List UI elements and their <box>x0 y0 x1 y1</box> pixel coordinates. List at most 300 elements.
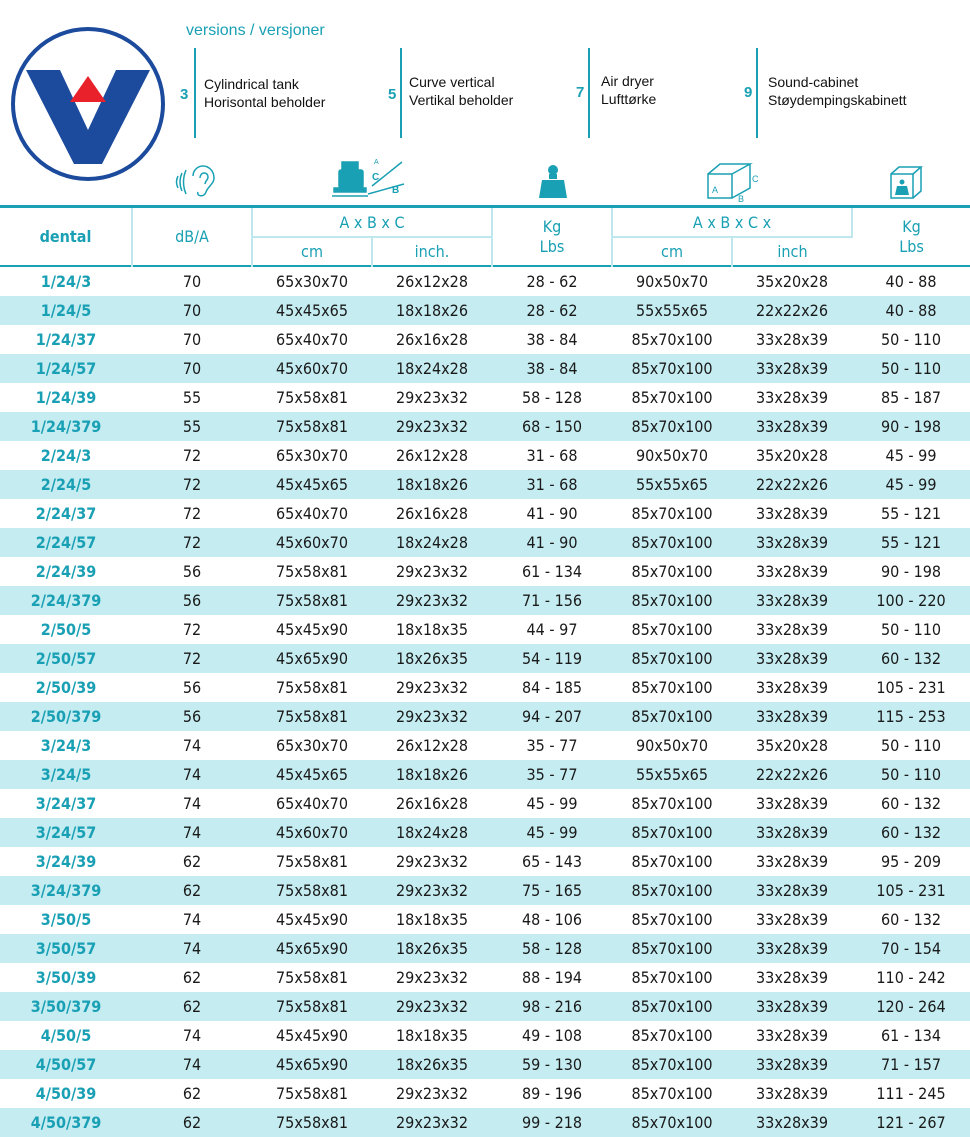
package-weight-cell: 90 - 198 <box>880 562 942 581</box>
package-inch-cell: 33x28x39 <box>756 794 828 813</box>
table-row <box>0 354 970 383</box>
dims-inch-cell: 26x16x28 <box>396 504 468 523</box>
table-row <box>0 528 970 557</box>
version-number: 7 <box>576 84 585 101</box>
package-inch-cell: 35x20x28 <box>756 272 828 291</box>
package-cm-cell: 85x70x100 <box>631 968 713 987</box>
model-cell: 1/24/379 <box>30 417 102 436</box>
package-inch-cell: 22x22x26 <box>756 765 828 784</box>
dims-inch-cell: 18x24x28 <box>396 823 468 842</box>
package-weight-cell: 60 - 132 <box>880 794 942 813</box>
version-label-no: Støydempingskabinett <box>768 92 907 108</box>
package-inch-cell: 33x28x39 <box>756 1113 828 1132</box>
package-weight-cell: 90 - 198 <box>880 417 942 436</box>
dims-inch-cell: 26x16x28 <box>396 330 468 349</box>
header-dimensions-package: A x B x C x <box>612 208 852 237</box>
dims-inch-cell: 26x12x28 <box>396 272 468 291</box>
dba-cell: 62 <box>182 852 202 871</box>
svg-text:A: A <box>374 159 379 166</box>
dba-cell: 70 <box>182 272 202 291</box>
dba-cell: 74 <box>182 794 202 813</box>
header-weight-lbs: Lbs <box>539 236 565 256</box>
package-inch-cell: 33x28x39 <box>756 707 828 726</box>
model-cell: 2/24/5 <box>40 475 92 494</box>
ear-sound-icon <box>172 164 218 200</box>
package-weight-cell: 100 - 220 <box>876 591 946 610</box>
weight-cell: 38 - 84 <box>526 330 578 349</box>
package-inch-cell: 33x28x39 <box>756 359 828 378</box>
package-inch-cell: 33x28x39 <box>756 533 828 552</box>
header-cm: cm <box>612 237 732 266</box>
package-cm-cell: 85x70x100 <box>631 591 713 610</box>
weight-cell: 38 - 84 <box>526 359 578 378</box>
dims-cm-cell: 45x65x90 <box>276 1055 348 1074</box>
weight-cell: 58 - 128 <box>521 388 583 407</box>
table-row <box>0 905 970 934</box>
table-row <box>0 412 970 441</box>
dba-cell: 62 <box>182 968 202 987</box>
package-inch-cell: 33x28x39 <box>756 649 828 668</box>
dba-cell: 72 <box>182 504 202 523</box>
dims-cm-cell: 65x30x70 <box>276 736 348 755</box>
dims-cm-cell: 45x60x70 <box>276 823 348 842</box>
table-row <box>0 1079 970 1108</box>
package-inch-cell: 33x28x39 <box>756 388 828 407</box>
dims-inch-cell: 18x24x28 <box>396 533 468 552</box>
dims-cm-cell: 45x65x90 <box>276 649 348 668</box>
dims-cm-cell: 75x58x81 <box>276 591 348 610</box>
dba-cell: 72 <box>182 446 202 465</box>
dims-inch-cell: 29x23x32 <box>396 591 468 610</box>
table-row <box>0 586 970 615</box>
package-weight-cell: 85 - 187 <box>880 388 942 407</box>
version-number: 9 <box>744 84 753 101</box>
package-weight-cell: 120 - 264 <box>876 997 946 1016</box>
weight-cell: 84 - 185 <box>521 678 583 697</box>
package-weight-cell: 105 - 231 <box>876 678 946 697</box>
dba-cell: 74 <box>182 765 202 784</box>
dba-cell: 72 <box>182 475 202 494</box>
dba-cell: 74 <box>182 1055 202 1074</box>
package-cm-cell: 90x50x70 <box>636 446 708 465</box>
package-weight-cell: 110 - 242 <box>876 968 946 987</box>
package-cm-cell: 85x70x100 <box>631 794 713 813</box>
weight-cell: 54 - 119 <box>521 649 583 668</box>
package-cm-cell: 55x55x65 <box>636 301 708 320</box>
dims-inch-cell: 29x23x32 <box>396 562 468 581</box>
package-cm-cell: 90x50x70 <box>636 272 708 291</box>
weight-cell: 94 - 207 <box>521 707 583 726</box>
dims-inch-cell: 18x18x35 <box>396 1026 468 1045</box>
dims-cm-cell: 65x30x70 <box>276 446 348 465</box>
dba-cell: 62 <box>182 1113 202 1132</box>
package-inch-cell: 33x28x39 <box>756 591 828 610</box>
package-inch-cell: 33x28x39 <box>756 417 828 436</box>
dims-inch-cell: 29x23x32 <box>396 881 468 900</box>
model-cell: 3/24/3 <box>40 736 92 755</box>
header-weight-kg: Kg <box>542 216 562 236</box>
dba-cell: 56 <box>182 707 202 726</box>
dba-cell: 74 <box>182 736 202 755</box>
divider <box>756 48 758 138</box>
dims-inch-cell: 29x23x32 <box>396 388 468 407</box>
dims-cm-cell: 75x58x81 <box>276 1084 348 1103</box>
versions-title: versions / versjoner <box>186 22 325 39</box>
divider <box>588 48 590 138</box>
weight-cell: 35 - 77 <box>526 765 578 784</box>
dims-cm-cell: 65x40x70 <box>276 794 348 813</box>
dba-cell: 72 <box>182 620 202 639</box>
model-cell: 3/50/5 <box>40 910 92 929</box>
table-row <box>0 266 970 296</box>
package-inch-cell: 33x28x39 <box>756 330 828 349</box>
package-inch-cell: 22x22x26 <box>756 475 828 494</box>
package-inch-cell: 33x28x39 <box>756 1026 828 1045</box>
dims-cm-cell: 75x58x81 <box>276 707 348 726</box>
svg-text:C: C <box>372 172 380 183</box>
package-weight-cell: 50 - 110 <box>880 765 942 784</box>
weight-cell: 45 - 99 <box>526 794 578 813</box>
dba-cell: 74 <box>182 939 202 958</box>
package-inch-cell: 33x28x39 <box>756 939 828 958</box>
dims-inch-cell: 29x23x32 <box>396 852 468 871</box>
model-cell: 2/24/57 <box>35 533 97 552</box>
package-cm-cell: 85x70x100 <box>631 562 713 581</box>
dims-cm-cell: 75x58x81 <box>276 997 348 1016</box>
package-cm-cell: 85x70x100 <box>631 707 713 726</box>
table-body <box>0 266 970 1137</box>
table-row <box>0 296 970 325</box>
table-row <box>0 760 970 789</box>
weight-cell: 58 - 128 <box>521 939 583 958</box>
model-cell: 1/24/39 <box>35 388 97 407</box>
header-cm: cm <box>252 237 372 266</box>
package-weight-cell: 50 - 110 <box>880 359 942 378</box>
package-weight-cell: 55 - 121 <box>880 504 942 523</box>
specifications-table <box>0 208 970 1137</box>
weight-cell: 59 - 130 <box>521 1055 583 1074</box>
package-weight-cell: 50 - 110 <box>880 736 942 755</box>
dims-cm-cell: 75x58x81 <box>276 881 348 900</box>
table-row <box>0 731 970 760</box>
weight-cell: 41 - 90 <box>526 533 578 552</box>
weight-cell: 31 - 68 <box>526 446 578 465</box>
package-inch-cell: 33x28x39 <box>756 852 828 871</box>
package-weight-cell: 40 - 88 <box>885 272 937 291</box>
package-inch-cell: 35x20x28 <box>756 736 828 755</box>
package-cm-cell: 85x70x100 <box>631 1113 713 1132</box>
table-row <box>0 1021 970 1050</box>
package-cm-cell: 85x70x100 <box>631 910 713 929</box>
dims-inch-cell: 29x23x32 <box>396 997 468 1016</box>
dims-cm-cell: 75x58x81 <box>276 968 348 987</box>
weight-cell: 68 - 150 <box>521 417 583 436</box>
table-row <box>0 847 970 876</box>
dims-cm-cell: 75x58x81 <box>276 562 348 581</box>
divider <box>194 48 196 138</box>
weight-cell: 89 - 196 <box>521 1084 583 1103</box>
divider <box>400 48 402 138</box>
model-cell: 3/24/5 <box>40 765 92 784</box>
weight-cell: 71 - 156 <box>521 591 583 610</box>
package-cm-cell: 85x70x100 <box>631 649 713 668</box>
package-cm-cell: 85x70x100 <box>631 504 713 523</box>
dba-cell: 70 <box>182 330 202 349</box>
dims-cm-cell: 75x58x81 <box>276 388 348 407</box>
package-weight-cell: 121 - 267 <box>876 1113 946 1132</box>
dims-inch-cell: 18x18x35 <box>396 620 468 639</box>
model-cell: 2/50/5 <box>40 620 92 639</box>
package-cm-cell: 55x55x65 <box>636 475 708 494</box>
weight-cell: 61 - 134 <box>521 562 583 581</box>
dba-cell: 56 <box>182 562 202 581</box>
header-dba: dB/A <box>132 208 252 266</box>
package-inch-cell: 33x28x39 <box>756 968 828 987</box>
model-cell: 4/50/379 <box>30 1113 102 1132</box>
dims-cm-cell: 65x30x70 <box>276 272 348 291</box>
header-weight-package <box>852 208 970 266</box>
svg-text:A: A <box>712 185 719 195</box>
dba-cell: 74 <box>182 1026 202 1045</box>
dims-inch-cell: 18x26x35 <box>396 1055 468 1074</box>
package-inch-cell: 33x28x39 <box>756 1084 828 1103</box>
header-weight-lbs: Lbs <box>899 236 924 256</box>
version-label-en: Sound-cabinet <box>768 74 859 90</box>
dims-cm-cell: 45x45x65 <box>276 765 348 784</box>
dba-cell: 62 <box>182 1084 202 1103</box>
model-cell: 2/24/37 <box>35 504 97 523</box>
dims-cm-cell: 45x45x65 <box>276 475 348 494</box>
table-row <box>0 1050 970 1079</box>
model-cell: 3/24/57 <box>35 823 97 842</box>
package-cm-cell: 85x70x100 <box>631 852 713 871</box>
package-weight-cell: 60 - 132 <box>880 910 942 929</box>
svg-text:B: B <box>738 194 745 204</box>
weight-cell: 31 - 68 <box>526 475 578 494</box>
package-inch-cell: 33x28x39 <box>756 881 828 900</box>
header-dental: dental <box>0 208 132 266</box>
package-weight-cell: 61 - 134 <box>880 1026 942 1045</box>
model-cell: 1/24/37 <box>35 330 97 349</box>
table-row <box>0 644 970 673</box>
dba-cell: 70 <box>182 359 202 378</box>
table-row <box>0 470 970 499</box>
model-cell: 2/50/379 <box>30 707 102 726</box>
package-weight-cell: 60 - 132 <box>880 649 942 668</box>
table-row <box>0 383 970 412</box>
model-cell: 1/24/5 <box>40 301 92 320</box>
package-cm-cell: 85x70x100 <box>631 620 713 639</box>
dims-inch-cell: 26x12x28 <box>396 446 468 465</box>
model-cell: 4/50/5 <box>40 1026 92 1045</box>
dims-cm-cell: 65x40x70 <box>276 504 348 523</box>
table-row <box>0 499 970 528</box>
dims-cm-cell: 45x45x90 <box>276 910 348 929</box>
package-cm-cell: 85x70x100 <box>631 823 713 842</box>
version-number: 5 <box>388 86 397 103</box>
header-inch: inch <box>732 237 852 266</box>
model-cell: 2/50/39 <box>35 678 97 697</box>
package-weight-cell: 55 - 121 <box>880 533 942 552</box>
dims-inch-cell: 29x23x32 <box>396 1113 468 1132</box>
model-cell: 2/50/57 <box>35 649 97 668</box>
dims-cm-cell: 65x40x70 <box>276 330 348 349</box>
table-row <box>0 876 970 905</box>
dba-cell: 70 <box>182 301 202 320</box>
dba-cell: 55 <box>182 388 202 407</box>
dims-cm-cell: 45x45x65 <box>276 301 348 320</box>
dims-inch-cell: 18x18x26 <box>396 475 468 494</box>
package-cm-cell: 85x70x100 <box>631 997 713 1016</box>
model-cell: 4/50/57 <box>35 1055 97 1074</box>
table-row <box>0 934 970 963</box>
dims-inch-cell: 18x18x26 <box>396 301 468 320</box>
package-inch-cell: 33x28x39 <box>756 997 828 1016</box>
package-cm-cell: 85x70x100 <box>631 533 713 552</box>
model-cell: 3/24/39 <box>35 852 97 871</box>
model-cell: 3/50/57 <box>35 939 97 958</box>
dims-inch-cell: 26x12x28 <box>396 736 468 755</box>
dba-cell: 72 <box>182 649 202 668</box>
compressor-dimensions-icon <box>328 156 410 202</box>
weight-cell: 49 - 108 <box>521 1026 583 1045</box>
dba-cell: 74 <box>182 910 202 929</box>
version-label-en: Cylindrical tank <box>204 76 299 92</box>
model-cell: 1/24/3 <box>40 272 92 291</box>
package-inch-cell: 33x28x39 <box>756 678 828 697</box>
dims-inch-cell: 29x23x32 <box>396 678 468 697</box>
table-row <box>0 702 970 731</box>
package-cm-cell: 85x70x100 <box>631 417 713 436</box>
package-weight-cell: 50 - 110 <box>880 620 942 639</box>
model-cell: 3/24/37 <box>35 794 97 813</box>
weight-icon <box>536 162 570 200</box>
dims-cm-cell: 75x58x81 <box>276 417 348 436</box>
model-cell: 4/50/39 <box>35 1084 97 1103</box>
package-cm-cell: 85x70x100 <box>631 939 713 958</box>
table-header <box>0 208 970 266</box>
dims-cm-cell: 45x60x70 <box>276 533 348 552</box>
version-label-no: Horisontal beholder <box>204 94 326 110</box>
table-row <box>0 615 970 644</box>
package-cm-cell: 90x50x70 <box>636 736 708 755</box>
package-cm-cell: 85x70x100 <box>631 1055 713 1074</box>
version-label-en: Air dryer <box>601 73 654 89</box>
dims-cm-cell: 45x45x90 <box>276 1026 348 1045</box>
package-weight-cell: 40 - 88 <box>885 301 937 320</box>
header-dimensions-compressor: A x B x C <box>252 208 492 237</box>
box-weight-icon <box>888 164 924 200</box>
package-weight-cell: 111 - 245 <box>876 1084 946 1103</box>
dims-inch-cell: 18x26x35 <box>396 649 468 668</box>
weight-cell: 35 - 77 <box>526 736 578 755</box>
model-cell: 3/50/39 <box>35 968 97 987</box>
weight-cell: 28 - 62 <box>526 272 578 291</box>
package-weight-cell: 105 - 231 <box>876 881 946 900</box>
package-inch-cell: 33x28x39 <box>756 1055 828 1074</box>
valve-v-logo <box>10 26 166 182</box>
dba-cell: 72 <box>182 533 202 552</box>
header-weight-kg: Kg <box>902 216 921 236</box>
dims-cm-cell: 75x58x81 <box>276 1113 348 1132</box>
dims-inch-cell: 18x26x35 <box>396 939 468 958</box>
dims-inch-cell: 29x23x32 <box>396 707 468 726</box>
model-cell: 2/24/39 <box>35 562 97 581</box>
package-cm-cell: 85x70x100 <box>631 359 713 378</box>
table-row <box>0 789 970 818</box>
package-cm-cell: 55x55x65 <box>636 765 708 784</box>
weight-cell: 98 - 216 <box>521 997 583 1016</box>
package-weight-cell: 45 - 99 <box>885 446 937 465</box>
dims-cm-cell: 45x60x70 <box>276 359 348 378</box>
package-cm-cell: 85x70x100 <box>631 1026 713 1045</box>
weight-cell: 65 - 143 <box>521 852 583 871</box>
package-cm-cell: 85x70x100 <box>631 881 713 900</box>
weight-cell: 99 - 218 <box>521 1113 583 1132</box>
package-cm-cell: 85x70x100 <box>631 330 713 349</box>
model-cell: 2/24/3 <box>40 446 92 465</box>
table-row <box>0 818 970 847</box>
weight-cell: 41 - 90 <box>526 504 578 523</box>
package-weight-cell: 71 - 157 <box>880 1055 942 1074</box>
package-cm-cell: 85x70x100 <box>631 388 713 407</box>
dims-cm-cell: 75x58x81 <box>276 678 348 697</box>
dims-inch-cell: 29x23x32 <box>396 417 468 436</box>
model-cell: 1/24/57 <box>35 359 97 378</box>
package-inch-cell: 35x20x28 <box>756 446 828 465</box>
weight-cell: 45 - 99 <box>526 823 578 842</box>
dba-cell: 62 <box>182 997 202 1016</box>
dims-inch-cell: 18x24x28 <box>396 359 468 378</box>
version-label-no: Vertikal beholder <box>409 92 514 108</box>
package-weight-cell: 45 - 99 <box>885 475 937 494</box>
dba-cell: 55 <box>182 417 202 436</box>
table-row <box>0 557 970 586</box>
package-weight-cell: 60 - 132 <box>880 823 942 842</box>
weight-cell: 28 - 62 <box>526 301 578 320</box>
dims-inch-cell: 29x23x32 <box>396 968 468 987</box>
version-label-en: Curve vertical <box>409 74 495 90</box>
dims-cm-cell: 45x45x90 <box>276 620 348 639</box>
dims-inch-cell: 18x18x26 <box>396 765 468 784</box>
svg-text:C: C <box>752 174 759 184</box>
svg-text:B: B <box>392 185 400 196</box>
model-cell: 2/24/379 <box>30 591 102 610</box>
version-number: 3 <box>180 86 189 103</box>
package-inch-cell: 33x28x39 <box>756 504 828 523</box>
package-weight-cell: 50 - 110 <box>880 330 942 349</box>
table-row <box>0 441 970 470</box>
dims-inch-cell: 26x16x28 <box>396 794 468 813</box>
table-row <box>0 673 970 702</box>
dba-cell: 56 <box>182 591 202 610</box>
version-label-no: Lufttørke <box>601 91 657 107</box>
box-dimensions-icon <box>704 160 766 204</box>
package-weight-cell: 70 - 154 <box>880 939 942 958</box>
dims-inch-cell: 18x18x35 <box>396 910 468 929</box>
package-inch-cell: 33x28x39 <box>756 910 828 929</box>
package-inch-cell: 22x22x26 <box>756 301 828 320</box>
dba-cell: 56 <box>182 678 202 697</box>
table-row <box>0 325 970 354</box>
package-inch-cell: 33x28x39 <box>756 562 828 581</box>
package-weight-cell: 115 - 253 <box>876 707 946 726</box>
table-row <box>0 1108 970 1137</box>
dims-cm-cell: 75x58x81 <box>276 852 348 871</box>
weight-cell: 88 - 194 <box>521 968 583 987</box>
header-inch: inch. <box>372 237 492 266</box>
dims-cm-cell: 45x65x90 <box>276 939 348 958</box>
